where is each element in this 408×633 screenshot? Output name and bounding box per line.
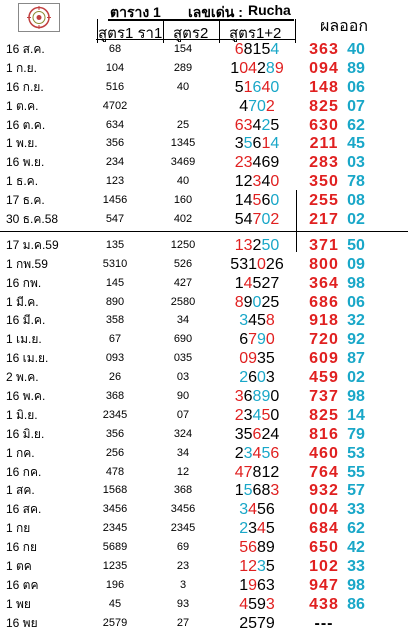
table-row xyxy=(0,40,408,59)
draw-date: 1 กค. xyxy=(6,445,35,460)
formula2-value: 34 xyxy=(176,446,190,459)
draw-date: 16 ส.ค. xyxy=(6,42,45,56)
table-row xyxy=(0,153,408,172)
formula1-value: 4702 xyxy=(102,99,128,112)
result-two-digit: 40 xyxy=(347,41,365,58)
formula-combined-value: 23469 xyxy=(234,154,280,172)
draw-date: 16 สค. xyxy=(6,502,42,517)
table-row xyxy=(0,500,408,519)
result-three-digit: 460 xyxy=(309,444,339,462)
formula1-value: 358 xyxy=(105,314,125,327)
draw-date: 1 ธ.ค. xyxy=(6,174,39,189)
draw-date: 1 ตค xyxy=(6,559,32,574)
table-row xyxy=(0,97,408,116)
table-row xyxy=(0,236,408,255)
draw-date: 16 ก.ย. xyxy=(6,79,44,94)
result-three-digit: 737 xyxy=(309,388,339,406)
result-three-digit: 363 xyxy=(309,41,339,58)
formula1-value: 123 xyxy=(105,175,125,188)
formula-combined-value: 3458 xyxy=(239,312,275,330)
result-two-digit: 98 xyxy=(347,388,365,406)
result-three-digit: 650 xyxy=(309,539,339,557)
draw-date: 16 กค. xyxy=(6,464,42,479)
draw-date: 1 กพ.59 xyxy=(6,256,48,271)
formula1-value: 145 xyxy=(105,276,125,289)
result-three-digit: 609 xyxy=(309,350,339,368)
formula1-value: 3456 xyxy=(102,503,128,516)
formula2-value: 03 xyxy=(176,371,190,384)
formula-combined-value: 23456 xyxy=(234,444,280,462)
formula1-value: 2345 xyxy=(102,408,128,421)
formula2-value: 69 xyxy=(176,541,190,554)
result-three-digit: 947 xyxy=(309,576,339,594)
draw-date: 1 มิ.ย. xyxy=(6,407,38,422)
result-two-digit: 06 xyxy=(347,293,365,311)
formula1-value: 1235 xyxy=(102,560,128,573)
formula-combined-value: 36890 xyxy=(234,388,280,406)
draw-date: 16 มี.ค. xyxy=(6,313,46,328)
formula1-value: 26 xyxy=(108,371,122,384)
draw-date: 2 พ.ค. xyxy=(6,370,39,385)
draw-date: 16 เม.ย. xyxy=(6,351,49,366)
result-two-digit: 53 xyxy=(347,444,365,462)
formula-combined-value: 1235 xyxy=(239,558,275,576)
formula1-value: 5310 xyxy=(102,257,128,270)
table-row xyxy=(0,172,408,191)
formula2-value: 154 xyxy=(173,43,193,55)
table-row xyxy=(0,191,408,210)
result-two-digit: 03 xyxy=(347,154,365,172)
draw-date: 1 มี.ค. xyxy=(6,294,39,309)
table-row xyxy=(0,614,408,633)
result-two-digit: 62 xyxy=(347,520,365,538)
result-two-digit: 33 xyxy=(347,558,365,576)
draw-date: 16 มิ.ย. xyxy=(6,426,45,441)
result-two-digit: 09 xyxy=(347,255,365,273)
draw-date: 1 พ.ย. xyxy=(6,136,38,151)
formula1-value: 68 xyxy=(108,43,122,55)
formula2-value: 1250 xyxy=(170,238,196,251)
draw-date: 1 ต.ค. xyxy=(6,98,39,113)
result-three-digit: 630 xyxy=(309,116,339,134)
formula-combined-value: 89025 xyxy=(234,293,280,311)
formula1-value: 890 xyxy=(105,295,125,308)
result-two-digit: 45 xyxy=(347,135,365,153)
formula-combined-value: 35624 xyxy=(234,425,280,443)
table-row xyxy=(0,406,408,425)
formula-combined-value: 531026 xyxy=(230,255,284,273)
table-row xyxy=(0,519,408,538)
formula-combined-value: 4593 xyxy=(239,595,275,613)
formula-combined-value: 0935 xyxy=(239,350,275,368)
result-three-digit: 816 xyxy=(309,425,339,443)
result-two-digit: 08 xyxy=(347,192,365,210)
result-three-digit: 283 xyxy=(309,154,339,172)
formula-combined-value: 13250 xyxy=(234,236,280,254)
table-row xyxy=(0,595,408,614)
result-two-digit: 02 xyxy=(347,211,365,229)
result-three-digit: 684 xyxy=(309,520,339,538)
draw-date: 1 พย xyxy=(6,596,31,611)
result-two-digit: 92 xyxy=(347,331,365,349)
result-three-digit: 825 xyxy=(309,406,339,424)
draw-date: 1 เม.ย. xyxy=(6,332,42,347)
result-two-digit: 86 xyxy=(347,595,365,613)
formula1-value: 5689 xyxy=(102,541,128,554)
formula1-value: 356 xyxy=(105,427,125,440)
formula1-value: 2579 xyxy=(102,616,128,629)
formula1-value: 547 xyxy=(105,213,125,226)
result-two-digit: 33 xyxy=(347,501,365,519)
formula2-value: 23 xyxy=(176,560,190,573)
draw-date: 30 ธ.ค.58 xyxy=(6,212,59,227)
logo-image xyxy=(18,3,60,32)
formula2-value: 25 xyxy=(176,118,190,131)
column-header-result: ผลออก xyxy=(320,18,369,35)
table-row xyxy=(0,210,408,229)
emblem-icon xyxy=(19,4,59,31)
draw-date: 16 กย xyxy=(6,540,37,555)
formula1-value: 368 xyxy=(105,390,125,403)
table-row xyxy=(0,311,408,330)
table-row xyxy=(0,481,408,500)
result-two-digit: 50 xyxy=(347,236,365,254)
formula2-value: 12 xyxy=(176,465,190,478)
formula-combined-value: 6790 xyxy=(239,331,275,349)
table-row xyxy=(0,255,408,274)
result-two-digit: 07 xyxy=(347,97,365,115)
result-three-digit: 932 xyxy=(309,482,339,500)
formula1-value: 234 xyxy=(105,156,125,169)
table-row xyxy=(0,463,408,482)
formula1-value: 135 xyxy=(105,238,125,251)
table-row xyxy=(0,538,408,557)
result-two-digit: 42 xyxy=(347,539,365,557)
result-three-digit: 825 xyxy=(309,97,339,115)
table-row xyxy=(0,444,408,463)
formula2-value: 3469 xyxy=(170,156,196,169)
formula1-value: 356 xyxy=(105,137,125,150)
draw-date: 1 กย xyxy=(6,521,31,536)
formula2-value: 035 xyxy=(173,352,193,365)
result-two-digit: 57 xyxy=(347,482,365,500)
formula2-value: 402 xyxy=(173,213,193,226)
formula2-value: 2345 xyxy=(170,522,196,535)
table-row xyxy=(0,134,408,153)
formula-combined-value: 3456 xyxy=(239,501,275,519)
result-three-digit: 094 xyxy=(309,59,339,77)
result-two-digit: 78 xyxy=(347,173,365,191)
table-row xyxy=(0,116,408,135)
result-three-digit: 720 xyxy=(309,331,339,349)
table-row xyxy=(0,293,408,312)
formula2-value: 160 xyxy=(173,194,193,207)
formula2-value: 40 xyxy=(176,175,190,188)
formula2-value: 27 xyxy=(176,616,190,629)
formula1-value: 478 xyxy=(105,465,125,478)
column-header-formula-combined: สูตร1+2 xyxy=(229,25,282,42)
result-three-digit: 371 xyxy=(309,236,339,254)
result-two-digit: 79 xyxy=(347,425,365,443)
table-row xyxy=(0,59,408,78)
formula-combined-value: 104289 xyxy=(230,59,284,77)
formula-combined-value: 2603 xyxy=(239,369,275,387)
author-name: Rucha xyxy=(248,2,291,18)
formula2-value: 93 xyxy=(176,597,190,610)
formula2-value: 34 xyxy=(176,314,190,327)
column-header-formula1: สูตร1 รา1 xyxy=(98,25,163,42)
formula-combined-value: 2345 xyxy=(239,520,275,538)
formula2-value: 690 xyxy=(173,333,193,346)
formula2-value: 2580 xyxy=(170,295,196,308)
formula2-value: 324 xyxy=(173,427,193,440)
table-row xyxy=(0,387,408,406)
formula1-value: 634 xyxy=(105,118,125,131)
formula-combined-value: 23450 xyxy=(234,406,280,424)
result-two-digit: 89 xyxy=(347,59,365,77)
draw-date: 1 ก.ย. xyxy=(6,60,37,75)
draw-date: 16 ต.ค. xyxy=(6,117,46,132)
result-two-digit: 62 xyxy=(347,116,365,134)
formula1-value: 2345 xyxy=(102,522,128,535)
draw-date: 16 ตค xyxy=(6,577,39,592)
formula1-value: 196 xyxy=(105,578,125,591)
draw-date: 1 สค. xyxy=(6,483,35,498)
formula2-value: 427 xyxy=(173,276,193,289)
table-row xyxy=(0,349,408,368)
result-two-digit: 55 xyxy=(347,463,365,481)
lottery-table xyxy=(0,40,408,633)
formula1-value: 67 xyxy=(108,333,122,346)
draw-date: 17 ธ.ค. xyxy=(6,193,45,208)
draw-date: 17 ม.ค.59 xyxy=(6,237,59,252)
result-three-digit: 102 xyxy=(309,558,339,576)
result-three-digit: 800 xyxy=(309,255,339,273)
table-row xyxy=(0,425,408,444)
result-three-digit: 350 xyxy=(309,173,339,191)
table-row xyxy=(0,576,408,595)
formula-combined-value: 5689 xyxy=(239,539,275,557)
draw-date: 16 พ.ย. xyxy=(6,155,45,170)
formula-combined-value: 1963 xyxy=(239,576,275,594)
result-three-digit: 364 xyxy=(309,274,339,292)
formula2-value: 368 xyxy=(173,484,193,497)
formula-combined-value: 47812 xyxy=(234,463,280,481)
formula-combined-value: 4702 xyxy=(239,97,275,115)
result-three-digit: 459 xyxy=(309,369,339,387)
formula-combined-value: 2579 xyxy=(239,614,275,632)
formula2-value: 289 xyxy=(173,61,193,74)
formula-combined-value: 14560 xyxy=(234,192,280,210)
formula-combined-value: 54702 xyxy=(234,211,280,229)
result-three-digit: 255 xyxy=(309,192,339,210)
result-two-digit: 06 xyxy=(347,78,365,96)
result-three-digit: 438 xyxy=(309,595,339,613)
formula-combined-value: 51640 xyxy=(234,78,280,96)
formula-combined-value: 12340 xyxy=(234,173,280,191)
formula2-value: 40 xyxy=(176,80,190,93)
result-two-digit: 87 xyxy=(347,350,365,368)
result-two-digit: 32 xyxy=(347,312,365,330)
table-title: ตาราง 1 xyxy=(110,4,161,20)
result-two-digit: 98 xyxy=(347,576,365,594)
result-three-digit: 918 xyxy=(309,312,339,330)
result-three-digit: 148 xyxy=(309,78,339,96)
table-row xyxy=(0,330,408,349)
result-three-digit: 686 xyxy=(309,293,339,311)
draw-date: 16 พย xyxy=(6,615,38,630)
formula2-value: 526 xyxy=(173,257,193,270)
formula2-value: 3 xyxy=(179,578,187,591)
table-row xyxy=(0,557,408,576)
table-row xyxy=(0,274,408,293)
formula2-value: 1345 xyxy=(170,137,196,150)
table-row xyxy=(0,368,408,387)
result-three-digit: 211 xyxy=(309,135,339,153)
formula1-value: 093 xyxy=(105,352,125,365)
result-two-digit: 02 xyxy=(347,369,365,387)
draw-date: 16 พ.ค. xyxy=(6,389,46,404)
result-two-digit: 14 xyxy=(347,406,365,424)
featured-label: เลขเด่น : xyxy=(188,4,243,20)
column-header-formula2: สูตร2 xyxy=(173,25,209,42)
result-three-digit: 217 xyxy=(309,211,339,229)
result-three-digit: 764 xyxy=(309,463,339,481)
formula2-value: 90 xyxy=(176,390,190,403)
formula-combined-value: 15683 xyxy=(234,482,280,500)
formula-combined-value: 14527 xyxy=(234,274,280,292)
draw-date: 16 กพ. xyxy=(6,275,42,290)
formula-combined-value: 35614 xyxy=(234,135,280,153)
formula2-value: 07 xyxy=(176,408,190,421)
formula-combined-value: 68154 xyxy=(234,41,280,58)
formula-combined-value: 63425 xyxy=(234,116,280,134)
result-three-digit: 004 xyxy=(309,501,339,519)
formula1-value: 104 xyxy=(105,61,125,74)
table-row xyxy=(0,78,408,97)
formula1-value: 45 xyxy=(108,597,122,610)
formula2-value: 3456 xyxy=(170,503,196,516)
result-two-digit: 98 xyxy=(347,274,365,292)
result-three-digit: --- xyxy=(314,614,334,632)
formula1-value: 516 xyxy=(105,80,125,93)
formula1-value: 1456 xyxy=(102,194,128,207)
formula1-value: 256 xyxy=(105,446,125,459)
formula1-value: 1568 xyxy=(102,484,128,497)
